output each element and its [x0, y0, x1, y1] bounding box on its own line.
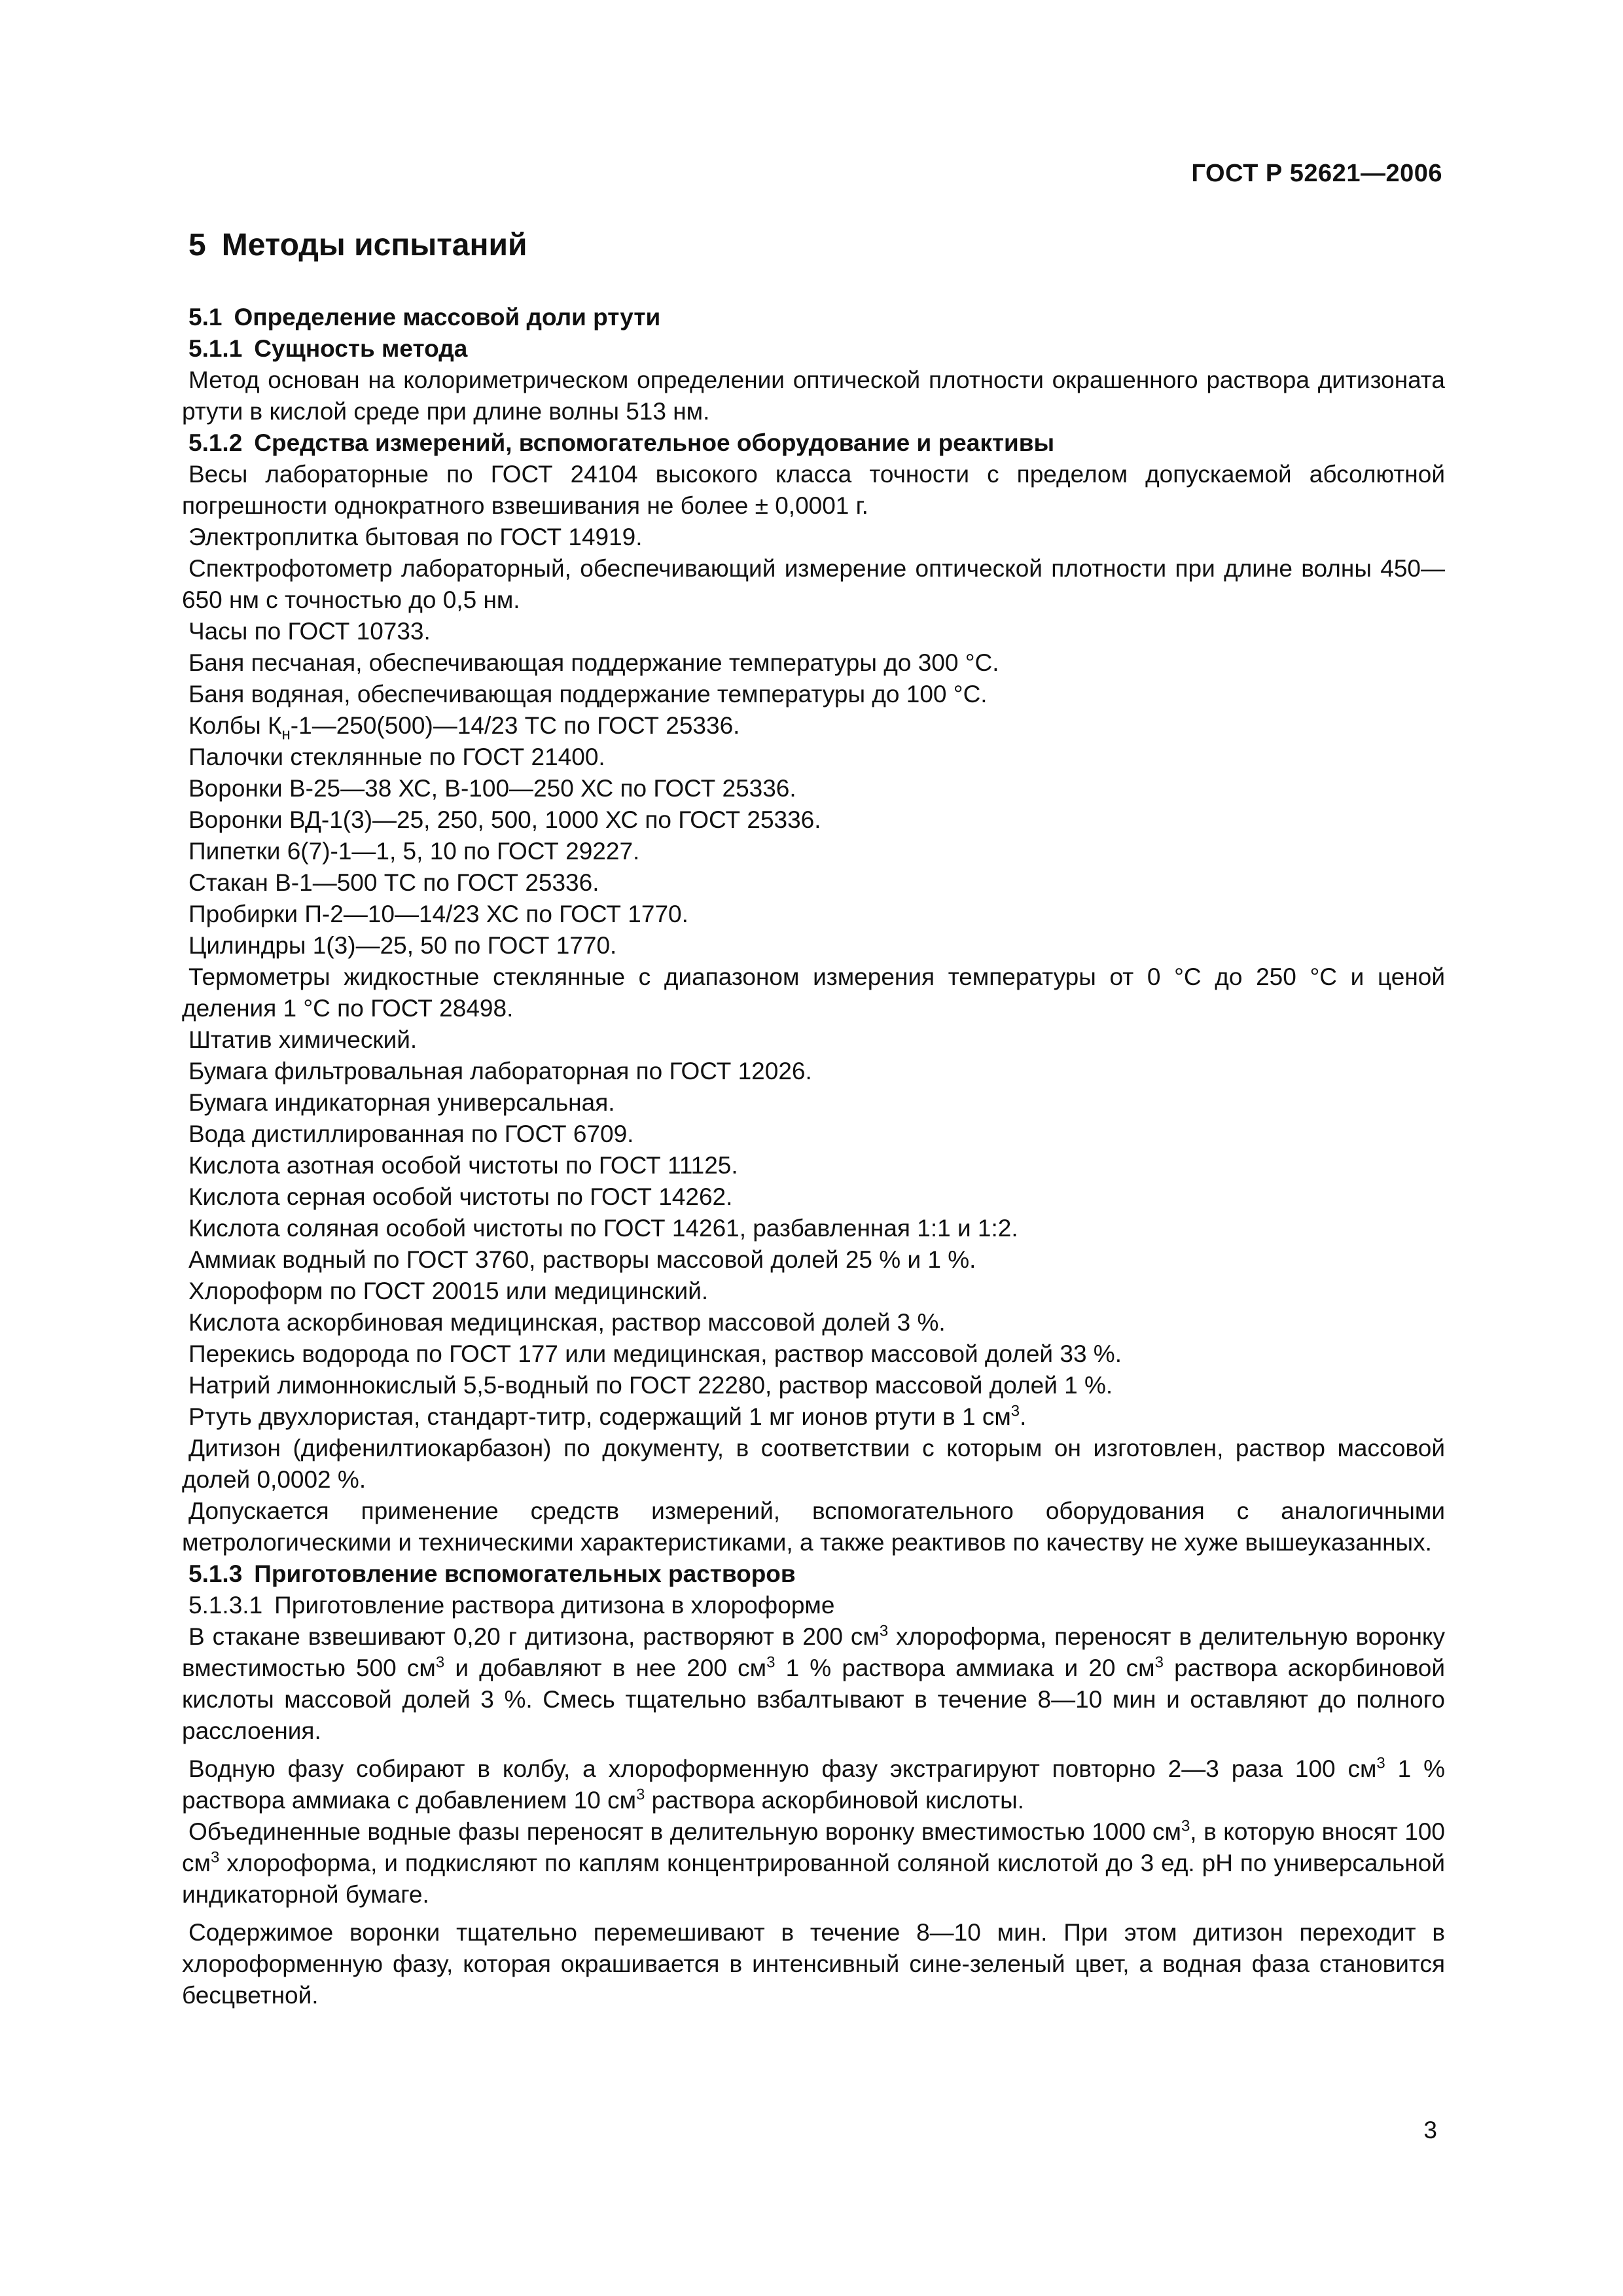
list-item: Кислота соляная особой чистоты по ГОСТ 14261, разбавленная 1:1 и 1:2. [188, 1215, 1018, 1242]
page-content [182, 226, 1445, 2011]
section-title: Методы испытаний [221, 228, 527, 262]
list-item: Кислота азотная особой чистоты по ГОСТ 11125. [188, 1152, 738, 1179]
paragraph-method-essence: Метод основан на колориметрическом определении оптической плотности окрашенного раствора дитизоната ртути в кислой среде при длине волны 513 нм. [182, 367, 1445, 425]
list-item: Вода дистиллированная по ГОСТ 6709. [188, 1121, 634, 1147]
list-item: Хлороформ по ГОСТ 20015 или медицинский. [188, 1278, 709, 1304]
heading-5-1: 5.1 Определение массовой доли ртути [188, 304, 661, 331]
list-item: Дитизон (дифенилтиокарбазон) по документу, в соответствии с которым он изготовлен, раствор массовой долей 0,0002 %. [182, 1435, 1445, 1493]
paragraph-dithizone-2: Водную фазу собирают в колбу, а хлороформенную фазу экстрагируют повторно 2—3 раза 100 $см^3$ 1 % раствора аммиака с добавлением 10 $см^3$ раствора аскорбиновой кислоты. [182, 1754, 1446, 1814]
list-item: Пробирки П-2—10—14/23 ХС по ГОСТ 1770. [188, 901, 688, 927]
list-item: Весы лабораторные по ГОСТ 24104 высокого класса точности с пределом допускаемой абсолютной погрешности однократного взвешивания не более ± 0,0001 г. [182, 461, 1445, 519]
paragraph-equivalents: Допускается применение средств измерений, вспомогательного оборудования с аналогичными метрологическими и техническими характеристиками, а также реактивов по качеству не хуже вышеуказанных. [182, 1498, 1445, 1556]
list-item: Штатив химический. [188, 1026, 418, 1053]
section-heading [188, 226, 1445, 265]
list-item: Пипетки 6(7)-1—1, 5, 10 по ГОСТ 29227. [188, 838, 640, 865]
list-item: Аммиак водный по ГОСТ 3760, растворы массовой долей 25 % и 1 %. [188, 1246, 976, 1273]
list-item: Натрий лимоннокислый 5,5-водный по ГОСТ 22280, раствор массовой долей 1 %. [188, 1372, 1113, 1399]
page-number: 3 [1423, 2117, 1437, 2144]
paragraph-dithizone-4: Содержимое воронки тщательно перемешивают в течение 8—10 мин. При этом дитизон переходит в хлороформенную фазу, которая окрашивается в интенсивный сине-зеленый цвет, а водная фаза становится бесцветной. [182, 1919, 1445, 2009]
list-item: Кислота серная особой чистоты по ГОСТ 14262. [188, 1183, 733, 1210]
list-item: Воронки В-25—38 ХС, В-100—250 ХС по ГОСТ 25336. [188, 775, 796, 802]
list-item: Бумага индикаторная универсальная. [188, 1089, 615, 1116]
list-item: Часы по ГОСТ 10733. [188, 618, 431, 645]
heading-5-1-2: 5.1.2 Средства измерений, вспомогательное оборудование и реактивы [188, 429, 1055, 456]
list-item: Баня песчаная, обеспечивающая поддержание температуры до 300 °С. [188, 649, 999, 676]
heading-5-1-3-1: 5.1.3.1 Приготовление раствора дитизона в хлороформе [188, 1592, 835, 1619]
list-item: Электроплитка бытовая по ГОСТ 14919. [188, 524, 643, 550]
section-number: 5 [188, 228, 206, 262]
paragraph-dithizone-3: Объединенные водные фазы переносят в делительную воронку вместимостью 1000 $см^3$, в которую вносят 100 $см^3$ хлороформа, и подкисляют по каплям концентрированной соляной кислотой до 3 ед. рН по универсальной индикаторной бумаге. [182, 1817, 1445, 1908]
list-item: Стакан В-1—500 ТС по ГОСТ 25336. [188, 869, 599, 896]
paragraph-dithizone-1: В стакане взвешивают 0,20 г дитизона, растворяют в 200 $см^3$ хлороформа, переносят в делительную воронку вместимостью 500 $см^3$ и добавляют в нее 200 $см^3$ 1 % раствора аммиака и 20 $см^3$ раствора аскорбиновой кислоты массовой долей 3 %. Смесь тщательно взбалтывают в течение 8—10 мин и оставляют до полного расслоения. [182, 1622, 1446, 1744]
list-item: Воронки ВД-1(3)—25, 250, 500, 1000 ХС по ГОСТ 25336. [188, 806, 821, 833]
list-item-flasks: Колбы $К_н-1—250(500)—14/23$ ТС по ГОСТ 25336. [188, 712, 740, 744]
heading-5-1-1: 5.1.1 Сущность метода [188, 335, 468, 362]
list-item: Бумага фильтровальная лабораторная по ГОСТ 12026. [188, 1058, 812, 1085]
list-item: Палочки стеклянные по ГОСТ 21400. [188, 744, 605, 770]
standard-header: ГОСТ Р 52621—2006 [1191, 160, 1442, 187]
heading-5-1-3: 5.1.3 Приготовление вспомогательных растворов [188, 1560, 796, 1587]
list-item: Перекись водорода по ГОСТ 177 или медицинская, раствор массовой долей 33 %. [188, 1340, 1122, 1367]
list-item: Баня водяная, обеспечивающая поддержание температуры до 100 °С. [188, 681, 988, 708]
list-item: Спектрофотометр лабораторный, обеспечивающий измерение оптической плотности при длине волны 450—650 нм с точностью до 0,5 нм. [182, 555, 1445, 613]
list-item-mercury: Ртуть двухлористая, стандарт-титр, содержащий 1 мг ионов ртути в 1 $см^3$. [188, 1402, 1027, 1430]
list-item: Кислота аскорбиновая медицинская, раствор массовой долей 3 %. [188, 1309, 946, 1336]
list-item: Цилиндры 1(3)—25, 50 по ГОСТ 1770. [188, 932, 617, 959]
list-item: Термометры жидкостные стеклянные с диапазоном измерения температуры от 0 °С до 250 °С и ценой деления 1 °С по ГОСТ 28498. [182, 963, 1445, 1022]
